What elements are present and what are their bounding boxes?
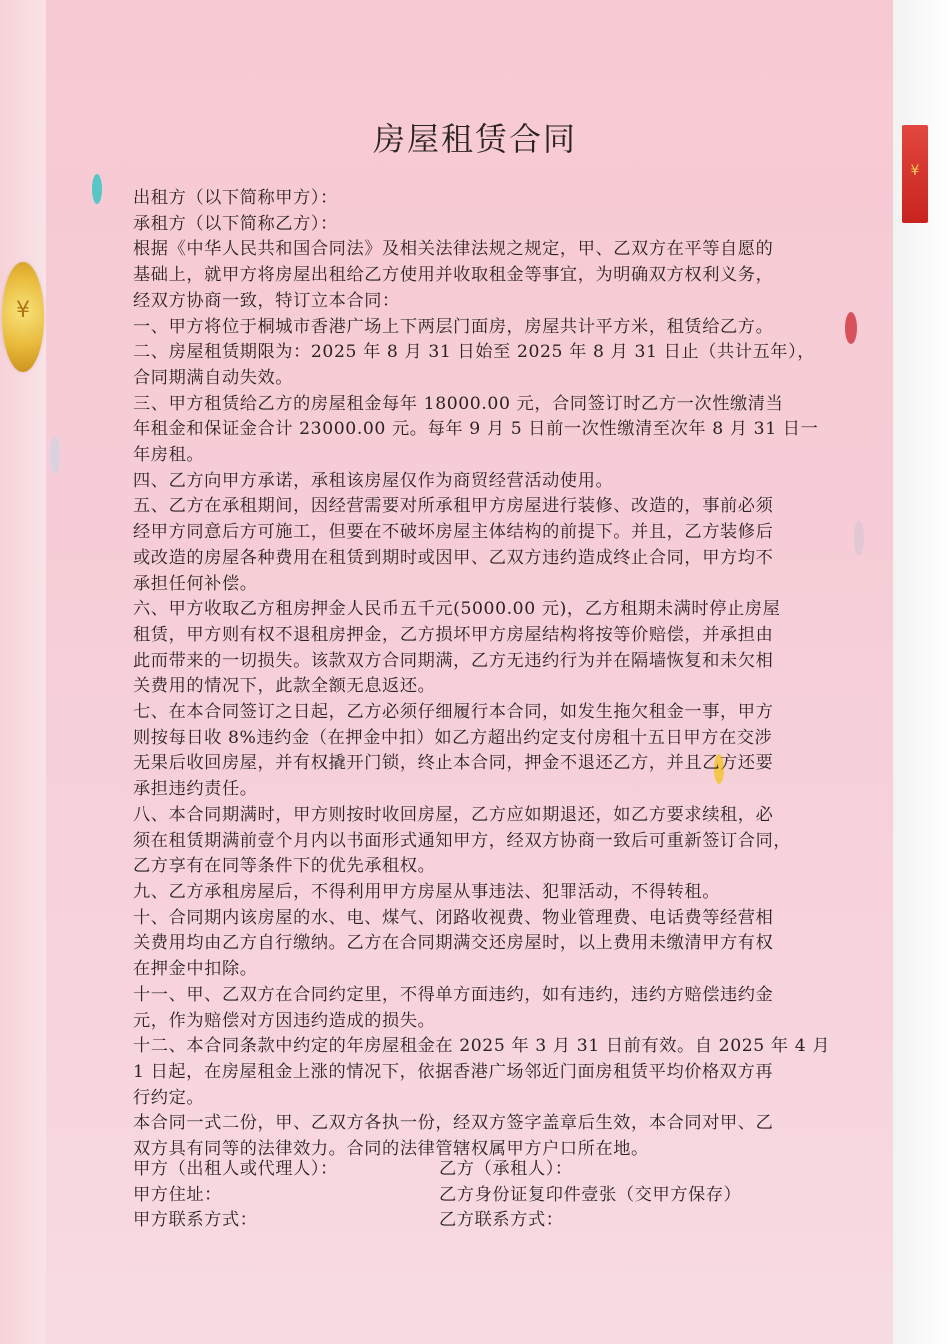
contract-line: 十二、本合同条款中约定的年房屋租金在 2025 年 3 月 31 日前有效。自 2025 年 4 月 [133, 1036, 831, 1057]
contract-line: 十、合同期内该房屋的水、电、煤气、闭路收视费、物业管理费、电话费等经营相 [133, 907, 774, 928]
party-b-field: 乙方身份证复印件壹张（交甲方保存） [439, 1184, 742, 1205]
contract-line: 出租方（以下简称甲方）： [133, 188, 338, 208]
contract-line: 须在租赁期满前壹个月内以书面形式通知甲方，经双方协商一致后可重新签订合同， [133, 830, 792, 851]
contract-line: 九、乙方承租房屋后，不得利用甲方房屋从事违法、犯罪活动，不得转租。 [133, 881, 720, 902]
contract-line: 关费用的情况下，此款全额无息返还。 [133, 676, 436, 697]
contract-line: 关费用均由乙方自行缴纳。乙方在合同期满交还房屋时，以上费用未缴清甲方有权 [133, 933, 774, 954]
contract-line: 三、甲方租赁给乙方的房屋租金每年 18000.00 元，合同签订时乙方一次性缴清当 [133, 393, 784, 414]
coin-yen-glyph: ¥ [16, 298, 30, 323]
contract-line: 承担违约责任。 [133, 779, 258, 800]
contract-line: 二、房屋租赁期限为：2025 年 8 月 31 日始至 2025 年 8 月 31 日止（共计五年）， [133, 342, 816, 363]
contract-line: 本合同一式二份，甲、乙双方各执一份，经双方签字盖章后生效，本合同对甲、乙 [133, 1113, 774, 1134]
contract-line: 经甲方同意后方可施工，但要在不破坏房屋主体结构的前提下。并且，乙方装修后 [133, 522, 774, 543]
envelope-yen-glyph: ¥ [910, 163, 920, 179]
contract-line: 在押金中扣除。 [133, 959, 258, 980]
faint-confetti-icon [50, 436, 60, 474]
party-b-field: 乙方（承租人）： [439, 1159, 573, 1179]
document-title: 房屋租赁合同 [372, 120, 577, 158]
contract-line: 行约定。 [133, 1087, 205, 1108]
faint-confetti-icon [854, 520, 864, 556]
party-b-field: 乙方联系方式： [439, 1210, 564, 1231]
contract-line: 十一、甲、乙双方在合同约定里，不得单方面违约，如有违约，违约方赔偿违约金 [133, 984, 774, 1005]
party-a-field: 甲方（出租人或代理人）： [133, 1159, 338, 1179]
contract-line: 元，作为赔偿对方因违约造成的损失。 [133, 1010, 436, 1031]
contract-line: 则按每日收 8%违约金（在押金中扣）如乙方超出约定支付房租十五日甲方在交涉 [133, 727, 773, 748]
contract-line: 基础上，就甲方将房屋出租给乙方使用并收取租金等事宜，为明确双方权利义务， [133, 265, 774, 286]
signature-row [133, 1208, 833, 1234]
contract-line: 八、本合同期满时，甲方则按时收回房屋，乙方应如期退还，如乙方要求续租，必 [133, 804, 774, 825]
contract-line: 承担任何补偿。 [133, 573, 258, 594]
contract-line: 合同期满自动失效。 [133, 367, 294, 388]
contract-line: 乙方享有在同等条件下的优先承租权。 [133, 856, 436, 877]
contract-line: 五、乙方在承租期间，因经营需要对所承租甲方房屋进行装修、改造的，事前必须 [133, 496, 774, 517]
contract-line: 经双方协商一致，特订立本合同： [133, 290, 400, 311]
contract-line: 双方具有同等的法律效力。合同的法律管辖权属甲方户口所在地。 [133, 1139, 649, 1160]
contract-line: 无果后收回房屋，并有权撬开门锁，终止本合同，押金不退还乙方，并且乙方还要 [133, 753, 774, 774]
party-a-field: 甲方住址： [133, 1184, 222, 1205]
red-confetti-icon [845, 312, 857, 344]
contract-body [133, 186, 833, 1163]
contract-line: 四、乙方向甲方承诺，承租该房屋仅作为商贸经营活动使用。 [133, 470, 614, 491]
contract-line: 1 日起，在房屋租金上涨的情况下，依据香港广场邻近门面房租赁平均价格双方再 [133, 1061, 774, 1082]
contract-line: 此而带来的一切损失。该款双方合同期满，乙方无违约行为并在隔墙恢复和未欠相 [133, 650, 774, 671]
contract-line: 年租金和保证金合计 23000.00 元。每年 9 月 5 日前一次性缴清至次年 8 月 31 日一 [133, 419, 819, 440]
contract-line: 七、在本合同签订之日起，乙方必须仔细履行本合同，如发生拖欠租金一事，甲方 [133, 702, 774, 723]
teal-confetti-icon [92, 174, 102, 204]
contract-line: 或改造的房屋各种费用在租赁到期时或因甲、乙双方违约造成终止合同，甲方均不 [133, 547, 774, 568]
contract-line: 根据《中华人民共和国合同法》及相关法律法规之规定，甲、乙双方在平等自愿的 [133, 239, 774, 260]
signature-block [133, 1157, 833, 1234]
contract-line: 租赁，甲方则有权不退租房押金，乙方损坏甲方房屋结构将按等价赔偿，并承担由 [133, 624, 774, 645]
gold-coin-icon [2, 262, 44, 372]
contract-line: 六、甲方收取乙方租房押金人民币五千元(5000.00 元)，乙方租期未满时停止房屋 [133, 599, 781, 620]
party-a-field: 甲方联系方式： [133, 1210, 258, 1231]
contract-line: 承租方（以下简称乙方）： [133, 213, 338, 234]
signature-row [133, 1157, 833, 1183]
signature-row [133, 1183, 833, 1209]
contract-line: 一、甲方将位于桐城市香港广场上下两层门面房，房屋共计平方米，租赁给乙方。 [133, 316, 774, 337]
contract-line: 年房租。 [133, 445, 205, 466]
left-background-strip [0, 0, 46, 1344]
